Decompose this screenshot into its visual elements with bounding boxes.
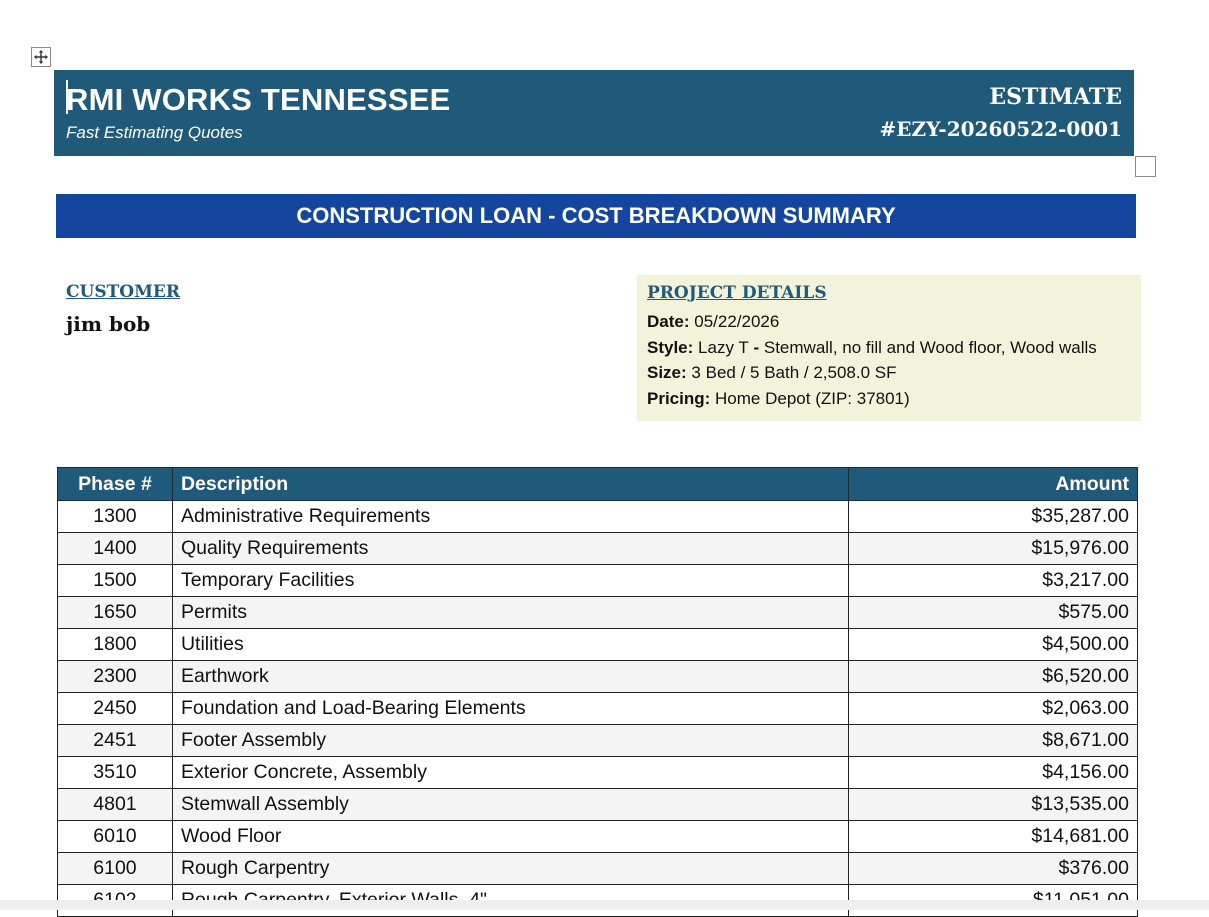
date-value: 05/22/2026 [694,312,780,331]
amount-cell: $376.00 [849,853,1138,885]
style-value: Lazy T [698,337,749,357]
viewport-bottom-edge [0,900,1209,910]
amount-cell: $15,976.00 [849,533,1138,565]
amount-cell: $14,681.00 [849,821,1138,853]
phase-cell: 2450 [58,693,173,725]
table-row [58,725,1138,757]
amount-cell: $3,217.00 [849,565,1138,597]
description-cell: Foundation and Load-Bearing Elements [172,693,848,725]
amount-cell: $4,500.00 [849,629,1138,661]
section-title: CONSTRUCTION LOAN - COST BREAKDOWN SUMMARY [56,194,1136,238]
table-move-handle-icon[interactable] [31,47,51,67]
table-row [58,757,1138,789]
description-cell: Stemwall Assembly [172,789,848,821]
cost-breakdown-table [57,467,1138,917]
move-arrows-icon [34,50,48,64]
size-value: 3 Bed / 5 Bath / 2,508.0 SF [691,363,897,382]
table-header-row [58,468,1138,501]
phase-cell: 1800 [58,629,173,661]
description-cell: Footer Assembly [172,725,848,757]
phase-cell: 6010 [58,821,173,853]
phase-cell: 4801 [58,789,173,821]
amount-cell: $35,287.00 [849,501,1138,533]
header-description: Description [172,468,848,501]
project-pricing [647,386,1131,412]
project-style [647,335,1131,361]
table-row [58,565,1138,597]
amount-cell: $8,671.00 [849,725,1138,757]
phase-cell: 1300 [58,501,173,533]
phase-cell: 2451 [58,725,173,757]
table-row [58,597,1138,629]
table-row [58,789,1138,821]
project-details-panel [637,275,1141,421]
company-name: RMI WORKS TENNESSEE [66,82,451,117]
pricing-value: Home Depot (ZIP: 37801) [715,388,910,408]
phase-cell: 1500 [58,565,173,597]
amount-cell: $6,520.00 [849,661,1138,693]
amount-cell: $13,535.00 [849,789,1138,821]
description-cell: Utilities [172,629,848,661]
style-separator: - [748,337,764,357]
amount-cell: $4,156.00 [849,757,1138,789]
header-banner [54,70,1134,156]
phase-cell: 1400 [58,533,173,565]
date-label: Date: [647,312,690,331]
amount-cell: $2,063.00 [849,693,1138,725]
table-row [58,661,1138,693]
style-detail: Stemwall, no fill and Wood floor, Wood walls [763,337,1097,357]
phase-cell: 1650 [58,597,173,629]
description-cell: Exterior Concrete, Assembly [172,757,848,789]
table-row [58,693,1138,725]
table-row [58,501,1138,533]
phase-cell: 3510 [58,757,173,789]
description-cell: Wood Floor [172,821,848,853]
customer-block [66,282,180,336]
table-row [58,629,1138,661]
table-row [58,853,1138,885]
customer-heading: CUSTOMER [66,282,180,302]
phase-cell: 2300 [58,661,173,693]
size-label: Size: [647,363,687,382]
description-cell: Administrative Requirements [172,501,848,533]
company-tagline: Fast Estimating Quotes [66,123,243,142]
table-row [58,533,1138,565]
customer-name: jim bob [66,312,151,336]
estimate-number: #EZY-20260522-0001 [879,117,1122,141]
project-details-heading: PROJECT DETAILS [647,283,827,303]
header-phase: Phase # [58,468,173,501]
description-cell: Permits [172,597,848,629]
description-cell: Quality Requirements [172,533,848,565]
project-date [647,309,1131,335]
phase-cell: 6100 [58,853,173,885]
document-type: ESTIMATE [989,84,1122,110]
description-cell: Earthwork [172,661,848,693]
project-size [647,360,1131,386]
header-amount: Amount [849,468,1138,501]
description-cell: Temporary Facilities [172,565,848,597]
style-label: Style: [647,337,694,357]
amount-cell: $575.00 [849,597,1138,629]
table-resize-handle-icon[interactable] [1135,156,1156,177]
description-cell: Rough Carpentry [172,853,848,885]
table-row [58,821,1138,853]
pricing-label: Pricing: [647,388,711,408]
